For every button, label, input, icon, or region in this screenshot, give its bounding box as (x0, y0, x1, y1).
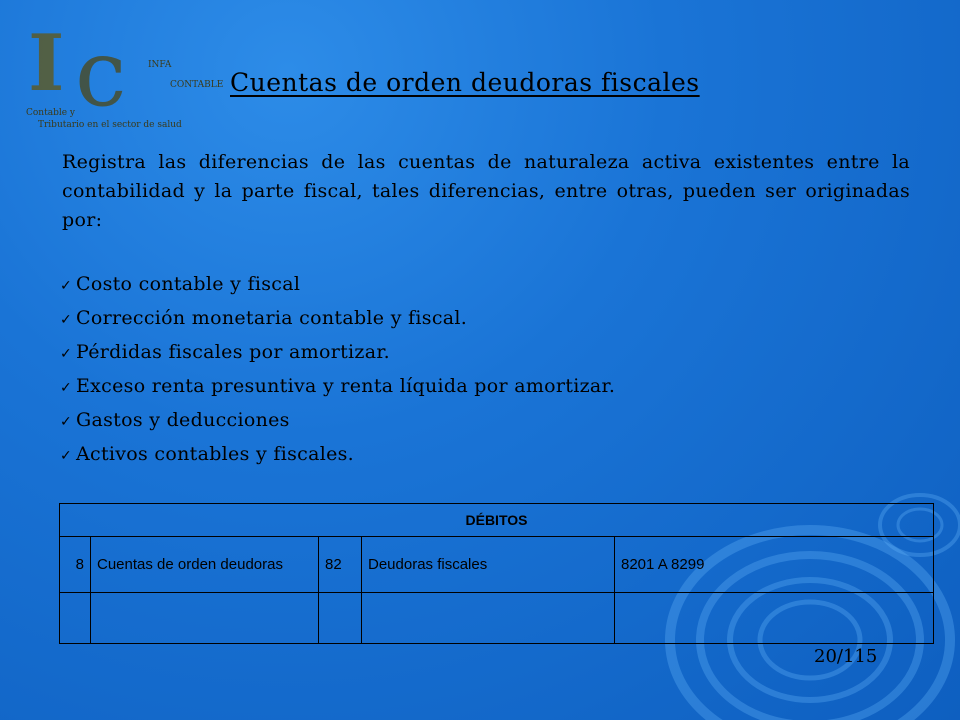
table-cell (91, 593, 319, 644)
list-item: ✓ Costo contable y fiscal (60, 268, 615, 302)
check-icon: ✓ (60, 448, 73, 464)
table-cell (615, 593, 934, 644)
list-item: ✓ Gastos y deducciones (60, 404, 615, 438)
table-row (60, 593, 934, 644)
table-cell: 8 (60, 537, 91, 593)
logo-text-3: Contable y (26, 108, 75, 118)
svg-text:I: I (28, 20, 65, 109)
table-cell: 82 (319, 537, 362, 593)
slide-title: Cuentas de orden deudoras fiscales (230, 68, 700, 97)
table-header: DÉBITOS (60, 504, 934, 537)
check-icon: ✓ (60, 414, 73, 430)
table-cell: 8201 A 8299 (615, 537, 934, 593)
bullet-list (60, 268, 615, 472)
list-item: ✓ Activos contables y fiscales. (60, 438, 615, 472)
table-cell: Deudoras fiscales (362, 537, 615, 593)
table-cell: Cuentas de orden deudoras (91, 537, 319, 593)
accounts-table (59, 503, 934, 644)
table-cell (60, 593, 91, 644)
logo-text-1: INFA (148, 60, 172, 70)
list-item: ✓ Corrección monetaria contable y fiscal. (60, 302, 615, 336)
table-cell (319, 593, 362, 644)
list-item: ✓ Pérdidas fiscales por amortizar. (60, 336, 615, 370)
table-header-row (60, 504, 934, 537)
check-icon: ✓ (60, 380, 73, 396)
logo (20, 20, 240, 135)
table-cell (362, 593, 615, 644)
intro-paragraph: Registra las diferencias de las cuentas de naturaleza activa existentes entre la contabilidad y la parte fiscal, tales diferencias, entre otras, pueden ser originadas por: (62, 151, 910, 231)
table-row (60, 537, 934, 593)
list-item: ✓ Exceso renta presuntiva y renta líquida por amortizar. (60, 370, 615, 404)
check-icon: ✓ (60, 278, 73, 294)
svg-text:c: c (75, 20, 127, 127)
page-number: 20/115 (814, 646, 878, 667)
check-icon: ✓ (60, 312, 73, 328)
logo-text-4: Tributario en el sector de salud (38, 120, 182, 130)
logo-text-2: CONTABLE (170, 80, 224, 90)
check-icon: ✓ (60, 346, 73, 362)
